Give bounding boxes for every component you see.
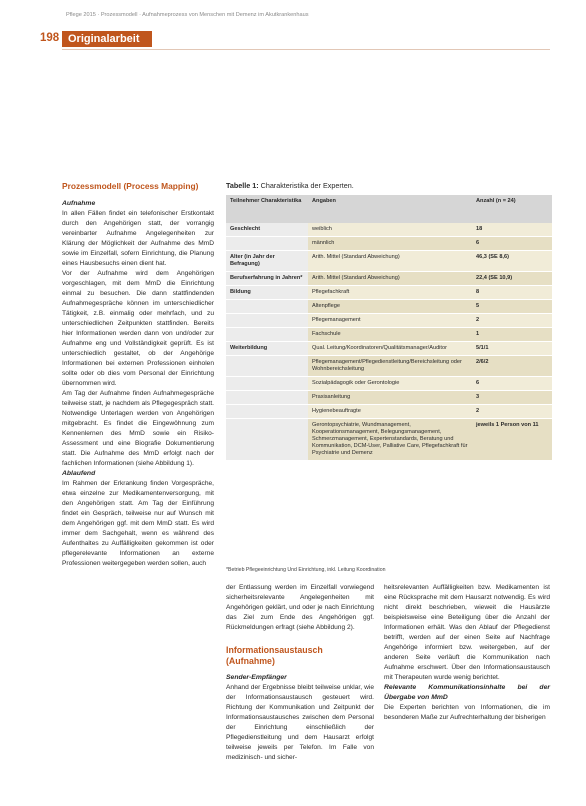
page-number: 198 [40,32,60,44]
table-row [226,223,552,237]
table-cell: 2/6/2 [472,356,552,377]
section-heading-information-exchange: Informationsaustausch (Aufnahme) [226,645,323,666]
table-footnote: *Betrieb Pflegeeinrichtung Und Einrichtung, inkl. Leitung Koordination [226,567,386,573]
table-body [226,223,552,461]
table-cell [226,377,308,391]
table-cell: 5/1/1 [472,342,552,356]
paragraph: Vor der Aufnahme wird dem Angehörigen vorgeschlagen, mit dem MmD die Einrichtung einmal zu besuchen. Die dann stattfindenden Aufnahmegespräche können im unterschiedlicher Tätigkeit, z.B. einmalig oder mehrfach, und zu unterschiedlichen Zeitpunkten stattfinden. Bereits hier Informationen werden dann von und/oder zur Aufnahme eng und Vollständigkeit geprüft. Es ist unterschiedlich gestaltet, ob der Angehörige Informationen bei externen Professionen einholen sollte oder ob dies vom Personal der Einrichtung übernommen wird. [62,270,214,387]
table-cell: 5 [472,300,552,314]
table-cell: männlich [308,237,472,251]
column-middle [226,583,374,763]
table-row [226,272,552,286]
paragraph: Anhand der Ergebnisse bleibt teilweise unklar, wie der Informationsaustausch gesteuert wird. Richtung der Kommunikation und Zeitpunkt der Informationsaustausches zwischen dem Personal der Einrichtung einschließlich der Pflegedienstleitung und dem Hausarzt erfolgt teilweise jeweils per Telefon. Im Falle von medizinisch- und sicher- [226,684,374,761]
table-row [226,405,552,419]
table-cell: 46,3 (SE 8,6) [472,251,552,272]
table-cell [226,300,308,314]
section-label: Originalarbeit [62,31,152,47]
table-cell: Qual. Leitung/Koordinatoren/Qualitätsmanager/Auditor [308,342,472,356]
table-cell: Arith. Mittel (Standard Abweichung) [308,251,472,272]
table-cell: Weiterbildung [226,342,308,356]
table-row [226,356,552,377]
table-row [226,391,552,405]
subheading-communication-content: Relevante Kommunikationsinhalte bei der Übergabe von MmD [384,684,550,701]
table-cell: 1 [472,328,552,342]
table-row [226,237,552,251]
section-heading-process-model: Prozessmodell (Process Mapping) [62,181,199,191]
table-caption-text: Charakteristika der Experten. [260,181,354,190]
table-caption-label: Tabelle 1: [226,181,259,190]
table-cell [226,237,308,251]
paragraph: Am Tag der Aufnahme finden Aufnahmegespräche teilweise statt, je nachdem als Pflegegespräch statt. Notwendige Unterlagen werden von Angehörigen mitgebracht. Es findet die Eingewöhnung zum Kennenlernen des MmD sowie ein Risiko-Assessment und eine Biografie Dokumentierung statt. Die Aufnahme des MmD erfolgt nach der fachlichen Informationen (siehe Abbildung 1). [62,390,214,467]
running-head: Pflege 2015 · Prozessmodell · Aufnahmeprozess von Menschen mit Demenz im Akutkrankenhaus [66,12,309,18]
table-cell: Pflegefachkraft [308,286,472,300]
table-cell: Bildung [226,286,308,300]
table-cell: jeweils 1 Person von 11 [472,419,552,461]
table-cell [226,419,308,461]
paragraph: Im Rahmen der Erkrankung finden Vorgespräche, etwa einzelne zur Medikamentenversorgung, mit den Angehörigen statt. Am Tag der Einführung findet ein Gespräch, teilweise nur auf Wunsch mit dem Angehörigen ggf. mit dem MmD statt. Es wird immer dem Sachgehalt, wenn es während des Aufenthaltes zu Auffälligkeiten gekommen ist oder pflegerelevante Informationen an externe Professionen weitergegeben werden sollen, auch [62,480,214,567]
paragraph: Die Experten berichten von Informationen, die im besonderen Maße zur Aufrechterhaltung der bisherigen [384,704,550,721]
table-cell: 2 [472,405,552,419]
table-cell: 22,4 (SE 10,9) [472,272,552,286]
table-cell: Pflegemanagement/Pflegedienstleitung/Bereichsleitung oder Wohnbereichsleitung [308,356,472,377]
table-row [226,314,552,328]
column-left [62,181,214,569]
header-rule [62,49,550,50]
table-cell [226,391,308,405]
table-cell: 8 [472,286,552,300]
table-cell: 2 [472,314,552,328]
paragraph: der Entlassung werden im Einzelfall vorwiegend sicherheitsrelevante Angelegenheiten mit Angehörigen geklärt, und oder je nach Einrichtung das Ziel zum Ende des Angehörigen ggf. Rückmeldungen erfragt (siehe Abbildung 2). [226,584,374,631]
table-cell [226,356,308,377]
subheading-sender-receiver: Sender-Empfänger [226,674,287,681]
column-right [384,583,550,723]
table-cell: 3 [472,391,552,405]
table-row [226,419,552,461]
table-cell [226,328,308,342]
table-row [226,342,552,356]
table-cell: 6 [472,377,552,391]
table-row [226,286,552,300]
table-cell: Geschlecht [226,223,308,237]
table-cell [226,314,308,328]
table-header-row [226,195,552,223]
table-cell: Altenpflege [308,300,472,314]
table-cell: Berufserfahrung in Jahren* [226,272,308,286]
table-cell: 18 [472,223,552,237]
table-row [226,251,552,272]
table-cell: Gerontopsychiatrie, Wundmanagement, Kooperationsmanagement, Belegungsmanagement, Schmerzmanagement, Expertenstandards, Beratung und Kommunikation, DCM-User, Palliative Care, Pflegefachkraft für Psychiatrie und Demenz [308,419,472,461]
experts-table [226,195,552,461]
paragraph: In allen Fällen findet ein telefonischer Erstkontakt durch den Angehörigen statt, der vorrangig vereinbarter Aufnahme Angelegenheiten zur Klärung der Möglichkeit der Aufnahme des MmD sowie im Einzelfall, sofern Einrichtung, die Planung eines Hausbesuchs einen dient hat. [62,210,214,267]
subheading-ablaufend: Ablaufend [62,470,96,477]
paragraph: heitsrelevanten Auffälligkeiten bzw. Medikamenten ist eine Rücksprache mit dem Hausarzt notwendig. Es wird nicht direkt beschrieben, wieweit die Hausärzte beispielsweise eine Beteiligung über die Anzahl der Informationen erhält. Was den Ablauf der Pflegedienst betrifft, werden auf der einen Seite auf Nachfrage Angehörige informiert bzw. weitergeben, auf der anderen Seite verläuft die Kommunikation nach Aufnahme erschwert. Über den Informationsaustausch mit Therapeuten wurde wenig berichtet. [384,584,550,681]
table-cell: Arith. Mittel (Standard Abweichung) [308,272,472,286]
table-row [226,300,552,314]
table-header-cell: Teilnehmer Charakteristika [226,195,308,223]
table-header-cell: Anzahl (n = 24) [472,195,552,223]
table-cell [226,405,308,419]
table-row [226,377,552,391]
table-caption [226,181,354,190]
table-row [226,328,552,342]
subheading-aufnahme: Aufnahme [62,200,96,207]
table-cell: Fachschule [308,328,472,342]
table-cell: Pflegemanagement [308,314,472,328]
table-cell: Sozialpädagogik oder Gerontologie [308,377,472,391]
table-cell: Praxisanleitung [308,391,472,405]
table-cell: Hygienebeauftragte [308,405,472,419]
table-cell: Alter (in Jahr der Befragung) [226,251,308,272]
table-cell: 6 [472,237,552,251]
table-header-cell: Angaben [308,195,472,223]
table-cell: weiblich [308,223,472,237]
